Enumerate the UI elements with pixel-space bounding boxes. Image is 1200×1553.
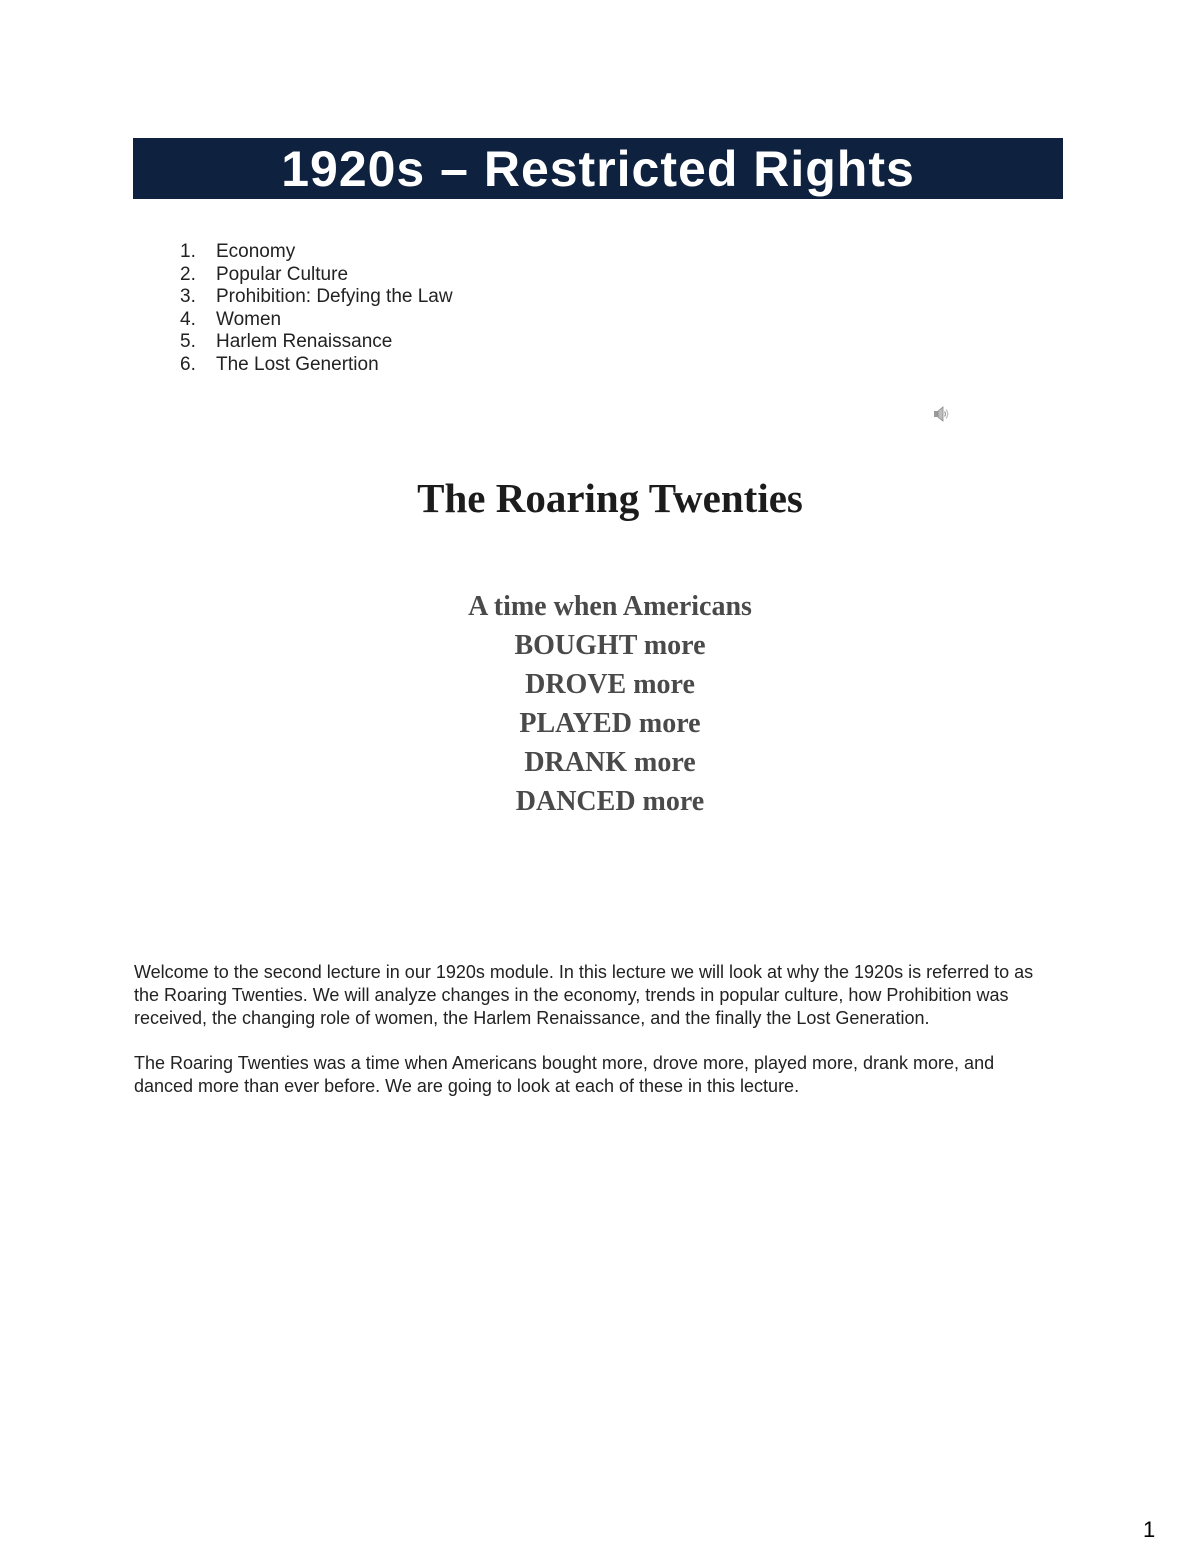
title-banner [133,138,1063,199]
list-item [180,331,453,354]
slide-line: BOUGHT more [514,630,706,661]
list-item-number: 3. [180,286,196,308]
notes-paragraph-summary: The Roaring Twenties was a time when Americans bought more, drove more, played more, drank more, and danced more than ever before. We are going to look at each of these in this lecture. [134,1053,995,1096]
topic-list [180,241,453,377]
speaker-icon[interactable] [932,405,950,423]
list-item-label: Prohibition: Defying the Law [216,286,453,308]
page-number: 1 [1143,1517,1156,1542]
list-item [180,309,453,332]
slide-line: DROVE more [525,669,695,700]
slide-line: DANCED more [515,786,705,817]
list-item-number: 5. [180,331,196,353]
slide-line: A time when Americans [468,591,752,622]
slide-line: PLAYED more [519,708,701,739]
list-item-label: Popular Culture [216,263,349,285]
slide-title: The Roaring Twenties [417,475,803,521]
list-item [180,354,453,377]
list-item-number: 6. [180,353,196,375]
list-item-number: 1. [180,241,196,262]
list-item-label: Economy [216,241,296,262]
list-item [180,241,453,264]
notes-paragraph-intro: Welcome to the second lecture in our 1920s module. In this lecture we will look at why the 1920s is referred to as the Roaring Twenties. We will analyze changes in the economy, trends in popular culture, how Prohibition was received, the changing role of women, the Harlem Renaissance, and the finally the Lost Generation. [134,962,1034,1028]
page-title: 1920s – Restricted Rights [281,140,915,197]
list-item-label: The Lost Genertion [216,353,379,375]
slide-line: DRANK more [524,747,696,778]
list-item [180,286,453,309]
slide-body [300,587,920,821]
list-item-number: 4. [180,308,196,330]
list-item-label: Women [216,308,282,330]
list-item-label: Harlem Renaissance [216,331,393,353]
list-item-number: 2. [180,263,196,285]
slide-image [300,470,920,821]
list-item [180,264,453,287]
